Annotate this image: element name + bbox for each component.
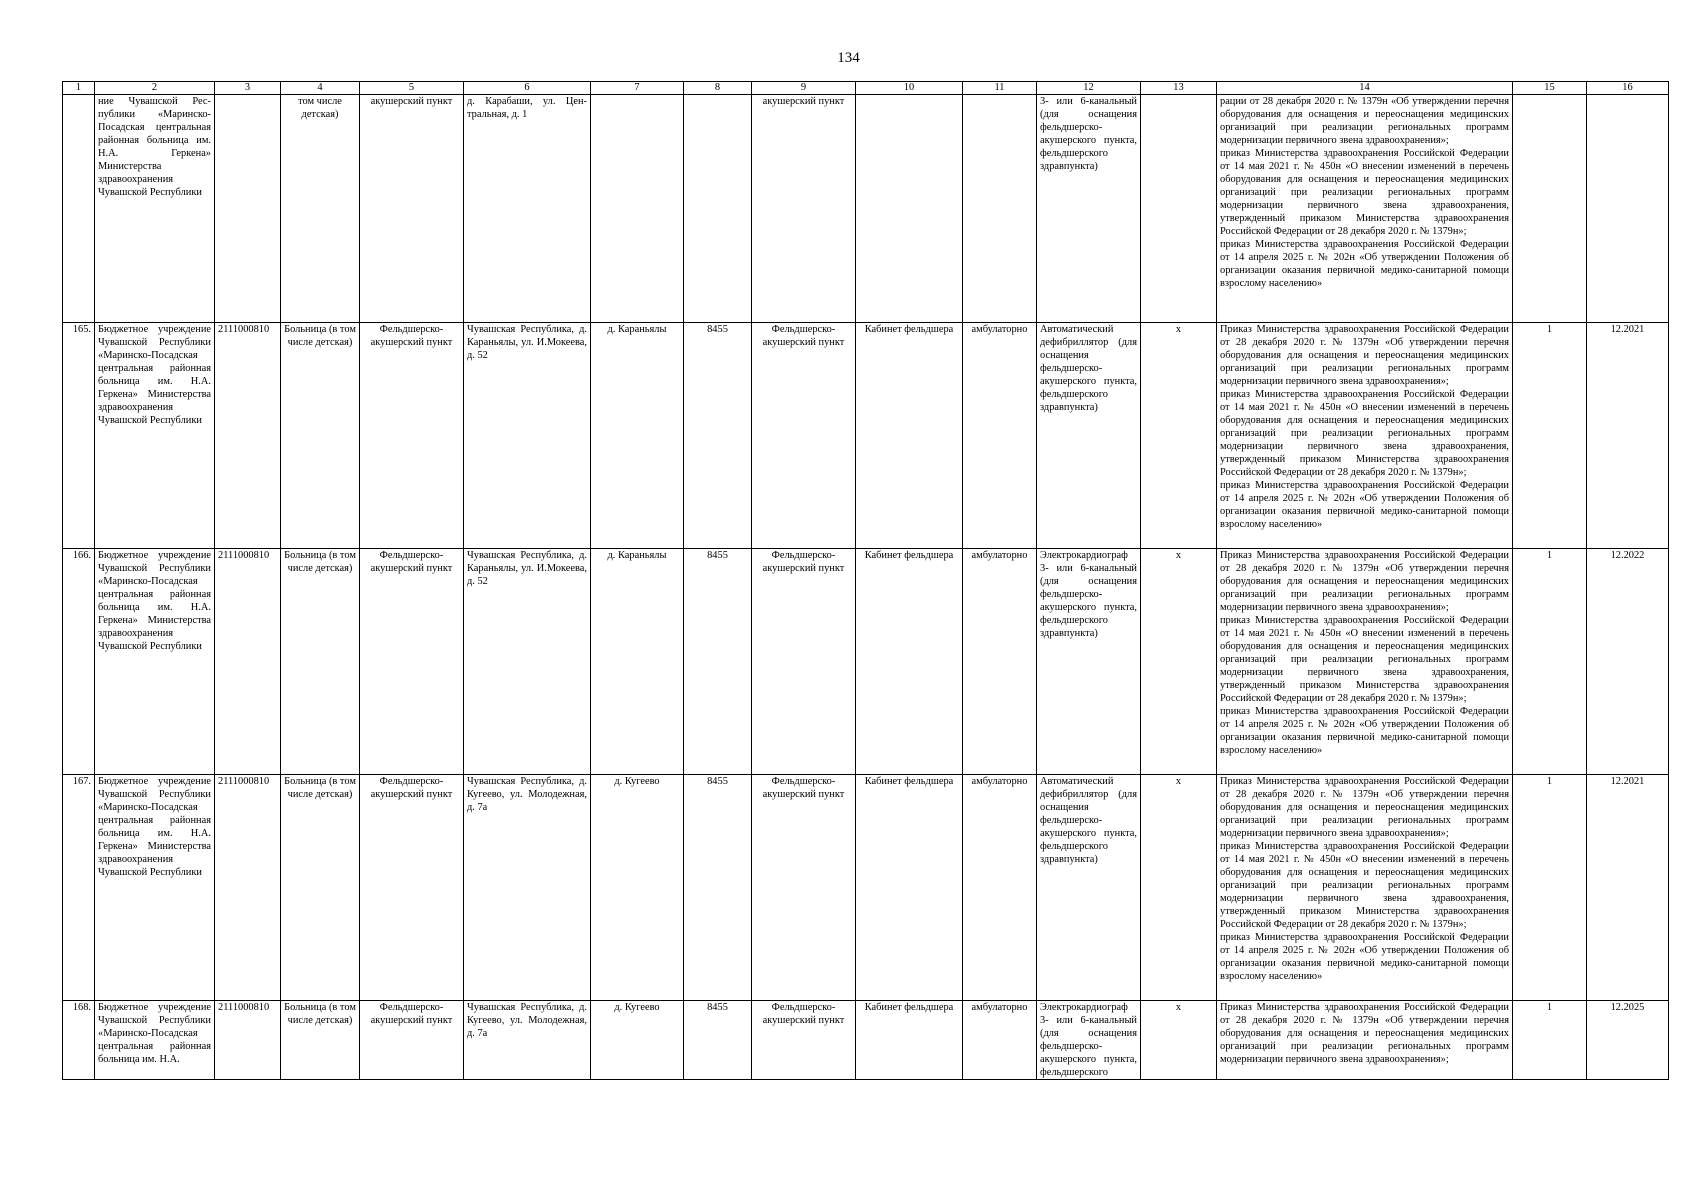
address-cell: Чувашская Республика, д. Кугеево, ул. Молодежная, д. 7а — [464, 1001, 591, 1080]
column-header: 6 — [464, 82, 591, 95]
equipment-cell: 3- или 6-канальный (для оснащения фельдшерско-акушерского пункта, фельдшерского здравпункта) — [1037, 95, 1141, 323]
column-header: 15 — [1513, 82, 1587, 95]
x-mark-cell: x — [1141, 549, 1217, 775]
equipment-register-table — [62, 81, 1669, 1080]
quantity-cell: 1 — [1513, 775, 1587, 1001]
legal-basis-cell: Приказ Министерства здравоохранения Российской Федерации от 28 декабря 2020 г. № 1379н «Об утверждении перечня оборудования для оснащения и переоснащения медицинских организаций при реализации региональных программ модернизации первичного звена здравоохранения»; приказ Министерства здравоохранения Российской Федерации от 14 мая 2021 г. № 450н «О внесении изменений в перечень оборудования для оснащения и переоснащения медицинских организаций при реализации региональных программ модернизации первичного звена здравоохранения, утвержденный приказом Министерства здравоохранения Российской Федерации от 28 декабря 2020 г. № 1379н»; приказ Министерства здравоохранения Российской Федерации от 14 апреля 2025 г. № 202н «Об утверждении Положения об организации оказания первичной медико-санитарной помощи взрослому населению» — [1217, 549, 1513, 775]
column-header: 16 — [1587, 82, 1669, 95]
equipment-cell: Автоматический дефибриллятор (для оснащения фельдшерско-акушерского пункта, фельдшерского здравпункта) — [1037, 775, 1141, 1001]
subdivision-cell: Фельдшерско-акушерский пункт — [360, 323, 464, 549]
quantity-cell: 1 — [1513, 549, 1587, 775]
row-number: 165. — [63, 323, 95, 549]
legal-basis-cell: Приказ Министерства здравоохранения Российской Федерации от 28 декабря 2020 г. № 1379н «Об утверждении перечня оборудования для оснащения и переоснащения медицинских организаций при реализации региональных программ модернизации первичного звена здравоохранения»; приказ Министерства здравоохранения Российской Федерации от 14 мая 2021 г. № 450н «О внесении изменений в перечень оборудования для оснащения и переоснащения медицинских организаций при реализации региональных программ модернизации первичного звена здравоохранения, утвержденный приказом Министерства здравоохранения Российской Федерации от 28 декабря 2020 г. № 1379н»; приказ Министерства здравоохранения Российской Федерации от 14 апреля 2025 г. № 202н «Об утверждении Положения об организации оказания первичной медико-санитарной помощи взрослому населению» — [1217, 323, 1513, 549]
organization-cell: Бюджетное учреждение Чувашской Республики «Маринско-Посадская центральная районная больница им. Н.А. Геркена» Министерства здравоохранения Чувашской Республики — [95, 323, 215, 549]
unit-cell: Фельдшерско-акушерский пункт — [752, 1001, 856, 1080]
quantity-cell: 1 — [1513, 1001, 1587, 1080]
quantity-cell — [1513, 95, 1587, 323]
room-cell: Кабинет фельдшера — [856, 1001, 963, 1080]
subdivision-cell: Фельдшерско-акушерский пункт — [360, 775, 464, 1001]
subdivision-cell: Фельдшерско-акушерский пункт — [360, 1001, 464, 1080]
quantity-cell: 1 — [1513, 323, 1587, 549]
inn-cell: 2111000810 — [215, 775, 281, 1001]
unit-cell: Фельдшерско-акушерский пункт — [752, 549, 856, 775]
unit-cell: Фельдшерско-акушерский пункт — [752, 775, 856, 1001]
row-number — [63, 95, 95, 323]
address-cell: д. Карабаши, ул. Центральная, д. 1 — [464, 95, 591, 323]
inn-cell: 2111000810 — [215, 323, 281, 549]
legal-basis-cell: Приказ Министерства здравоохранения Российской Федерации от 28 декабря 2020 г. № 1379н «Об утверждении перечня оборудования для оснащения и переоснащения медицинских организаций при реализации региональных программ модернизации первичного звена здравоохранения»; приказ Министерства здравоохранения Российской Федерации от 14 мая 2021 г. № 450н «О внесении изменений в перечень оборудования для оснащения и переоснащения медицинских организаций при реализации региональных программ модернизации первичного звена здравоохранения, утвержденный приказом Министерства здравоохранения Российской Федерации от 28 декабря 2020 г. № 1379н»; приказ Министерства здравоохранения Российской Федерации от 14 апреля 2025 г. № 202н «Об утверждении Положения об организации оказания первичной медико-санитарной помощи взрослому населению» — [1217, 775, 1513, 1001]
legal-basis-cell: Приказ Министерства здравоохранения Российской Федерации от 28 декабря 2020 г. № 1379н «Об утверждении перечня оборудования для оснащения и переоснащения медицинских организаций при реализации региональных программ модернизации первичного звена здравоохранения»; — [1217, 1001, 1513, 1080]
table-row — [63, 549, 1669, 775]
x-mark-cell — [1141, 95, 1217, 323]
unit-cell: Фельдшерско-акушерский пункт — [752, 323, 856, 549]
column-header: 2 — [95, 82, 215, 95]
row-number: 166. — [63, 549, 95, 775]
column-header: 1 — [63, 82, 95, 95]
locality-cell: д. Караньялы — [591, 549, 684, 775]
organization-cell: Бюджетное учреждение Чувашской Республики «Маринско-Посадская центральная районная больница им. Н.А. Геркена» Министерства здравоохранения Чувашской Республики — [95, 549, 215, 775]
address-cell: Чувашская Республика, д. Кугеево, ул. Молодежная, д. 7а — [464, 775, 591, 1001]
address-cell: Чувашская Республика, д. Караньялы, ул. И.Мокеева, д. 52 — [464, 323, 591, 549]
date-cell: 12.2025 — [1587, 1001, 1669, 1080]
column-number-row — [63, 82, 1669, 95]
locality-cell: д. Кугеево — [591, 775, 684, 1001]
x-mark-cell: x — [1141, 775, 1217, 1001]
date-cell: 12.2022 — [1587, 549, 1669, 775]
code-cell: 8455 — [684, 323, 752, 549]
unit-cell: акушерский пункт — [752, 95, 856, 323]
subdivision-cell: акушерский пункт — [360, 95, 464, 323]
address-cell: Чувашская Республика, д. Караньялы, ул. И.Мокеева, д. 52 — [464, 549, 591, 775]
date-cell: 12.2021 — [1587, 323, 1669, 549]
code-cell: 8455 — [684, 549, 752, 775]
room-cell — [856, 95, 963, 323]
code-cell: 8455 — [684, 1001, 752, 1080]
column-header: 7 — [591, 82, 684, 95]
code-cell — [684, 95, 752, 323]
code-cell: 8455 — [684, 775, 752, 1001]
inn-cell: 2111000810 — [215, 549, 281, 775]
date-cell: 12.2021 — [1587, 775, 1669, 1001]
equipment-cell: Электрокардиограф 3- или 6-канальный (для оснащения фельдшерско-акушерского пункта, фельдшерского здравпункта) — [1037, 549, 1141, 775]
column-header: 3 — [215, 82, 281, 95]
column-header: 8 — [684, 82, 752, 95]
column-header: 9 — [752, 82, 856, 95]
organization-cell: Бюджетное учреждение Чувашской Республики «Маринско-Посадская центральная районная больница им. Н.А. Геркена» Министерства здравоохранения Чувашской Республики — [95, 775, 215, 1001]
locality-cell: д. Караньялы — [591, 323, 684, 549]
column-header: 12 — [1037, 82, 1141, 95]
care-mode-cell — [963, 95, 1037, 323]
organization-cell: ние Чувашской Республики «Маринско-Посадская центральная районная больница им. Н.А. Геркена» Министерства здравоохранения Чувашской Республики — [95, 95, 215, 323]
equipment-cell: Электрокардиограф 3- или 6-канальный (для оснащения фельдшерско-акушерского пункта, фельдшерского — [1037, 1001, 1141, 1080]
locality-cell — [591, 95, 684, 323]
care-mode-cell: амбулаторно — [963, 1001, 1037, 1080]
locality-cell: д. Кугеево — [591, 1001, 684, 1080]
column-header: 11 — [963, 82, 1037, 95]
organization-cell: Бюджетное учреждение Чувашской Республики «Маринско-Посадская центральная районная больница им. Н.А. — [95, 1001, 215, 1080]
column-header: 13 — [1141, 82, 1217, 95]
care-mode-cell: амбулаторно — [963, 323, 1037, 549]
facility-type-cell: Больница (в том числе детская) — [281, 1001, 360, 1080]
care-mode-cell: амбулаторно — [963, 775, 1037, 1001]
column-header: 4 — [281, 82, 360, 95]
subdivision-cell: Фельдшерско-акушерский пункт — [360, 549, 464, 775]
facility-type-cell: Больница (в том числе детская) — [281, 323, 360, 549]
facility-type-cell: том числе детская) — [281, 95, 360, 323]
table-row — [63, 323, 1669, 549]
facility-type-cell: Больница (в том числе детская) — [281, 775, 360, 1001]
room-cell: Кабинет фельдшера — [856, 323, 963, 549]
row-number: 168. — [63, 1001, 95, 1080]
equipment-cell: Автоматический дефибриллятор (для оснащения фельдшерско-акушерского пункта, фельдшерского здравпункта) — [1037, 323, 1141, 549]
facility-type-cell: Больница (в том числе детская) — [281, 549, 360, 775]
date-cell — [1587, 95, 1669, 323]
room-cell: Кабинет фельдшера — [856, 549, 963, 775]
inn-cell — [215, 95, 281, 323]
care-mode-cell: амбулаторно — [963, 549, 1037, 775]
page-number: 134 — [837, 50, 860, 66]
row-number: 167. — [63, 775, 95, 1001]
column-header: 14 — [1217, 82, 1513, 95]
x-mark-cell: x — [1141, 1001, 1217, 1080]
x-mark-cell: x — [1141, 323, 1217, 549]
table-row — [63, 775, 1669, 1001]
column-header: 5 — [360, 82, 464, 95]
room-cell: Кабинет фельдшера — [856, 775, 963, 1001]
table-row — [63, 1001, 1669, 1080]
table-row — [63, 95, 1669, 323]
legal-basis-cell: рации от 28 декабря 2020 г. № 1379н «Об утверждении перечня оборудования для оснащения и переоснащения медицинских организаций при реализации региональных программ модернизации первичного звена здравоохранения»; приказ Министерства здравоохранения Российской Федерации от 14 мая 2021 г. № 450н «О внесении изменений в перечень оборудования для оснащения и переоснащения медицинских организаций при реализации региональных программ модернизации первичного звена здравоохранения, утвержденный приказом Министерства здравоохранения Российской Федерации от 28 декабря 2020 г. № 1379н»; приказ Министерства здравоохранения Российской Федерации от 14 апреля 2025 г. № 202н «Об утверждении Положения об организации оказания первичной медико-санитарной помощи взрослому населению» — [1217, 95, 1513, 323]
inn-cell: 2111000810 — [215, 1001, 281, 1080]
column-header: 10 — [856, 82, 963, 95]
